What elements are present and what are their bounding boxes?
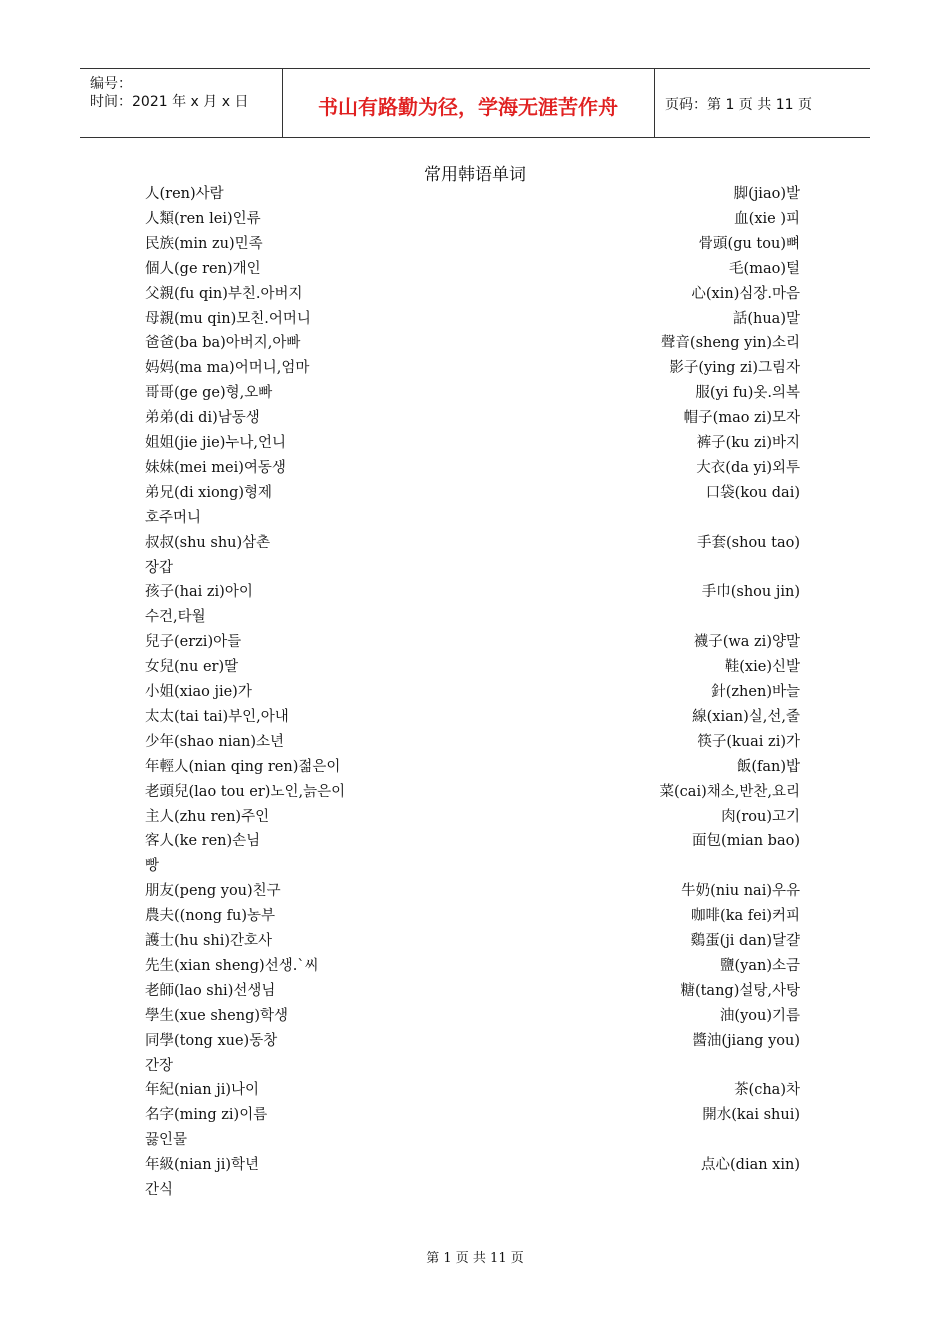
header-info-cell	[80, 69, 283, 137]
vocab-left-entry: 弟兄(di xiong)형제	[145, 484, 273, 501]
vocab-right-entry: 線(xian)실,선,줄	[692, 708, 800, 725]
vocab-right-entry: 肉(rou)고기	[721, 808, 800, 825]
vocab-right-entry: 鞋(xie)신발	[724, 659, 800, 676]
document-number-label: 编号：	[90, 76, 132, 92]
vocab-left-entry: 姐姐(jie jie)누나,언니	[145, 435, 286, 451]
vocab-right-entry: 菜(cai)채소,반찬,요리	[659, 783, 800, 800]
vocab-left-entry: 學生(xue sheng)학생	[145, 1007, 289, 1024]
vocab-right-entry: 茶(cha)차	[734, 1082, 800, 1099]
vocab-left-entry: 老師(lao shi)선생님	[145, 982, 276, 999]
vocab-right-entry: 牛奶(niu nai)우유	[681, 883, 800, 900]
vocab-right-entry: 針(zhen)바늘	[711, 684, 800, 700]
vocab-left-entry: 農夫((nong fu)농부	[145, 908, 275, 925]
vocab-right-entry: 話(hua)말	[732, 310, 800, 327]
vocab-right-entry: 帽子(mao zi)모자	[683, 410, 800, 427]
vocab-right-entry: 咖啡(ka fei)커피	[691, 908, 800, 925]
vocab-right-entry: 大衣(da yi)외투	[696, 459, 800, 476]
vocab-left-entry: 年級(nian ji)학년	[145, 1157, 260, 1174]
vocab-right-entry: 点心(dian xin)	[701, 1157, 800, 1174]
vocab-left-entry: 個人(ge ren)개인	[145, 260, 261, 277]
vocab-right-entry: 裤子(ku zi)바지	[696, 435, 800, 451]
vocab-right-continuation: 간장	[145, 1057, 174, 1074]
vocab-right-entry: 脚(jiao)발	[733, 186, 800, 202]
vocab-left-entry: 父親(fu qin)부친.아버지	[145, 285, 303, 302]
vocab-left-entry: 哥哥(ge ge)형,오빠	[145, 385, 273, 402]
vocab-right-entry: 開水(kai shui)	[702, 1107, 800, 1124]
vocab-left-entry: 護士(hu shi)간호사	[145, 933, 273, 949]
vocab-right-continuation: 끓인물	[145, 1132, 188, 1149]
vocab-left-entry: 老頭兒(lao tou er)노인,늙은이	[145, 783, 346, 800]
vocab-left-entry: 朋友(peng you)친구	[145, 883, 281, 900]
vocab-left-entry: 弟弟(di di)남동생	[145, 410, 260, 427]
vocab-left-entry: 名字(ming zi)이름	[145, 1107, 268, 1124]
vocab-right-entry: 手巾(shou jin)	[701, 584, 800, 601]
vocab-left-entry: 主人(zhu ren)주인	[145, 808, 270, 825]
vocab-right-entry: 毛(mao)털	[729, 260, 800, 277]
vocab-right-continuation: 수건,타월	[145, 609, 206, 626]
vocab-right-entry: 面包(mian bao)	[692, 833, 800, 850]
vocab-left-entry: 小姐(xiao jie)가	[145, 684, 252, 700]
vocab-left-entry: 母親(mu qin)모친.어머니	[145, 310, 311, 327]
vocab-right-entry: 服(yi fu)옷.의복	[695, 385, 800, 402]
vocab-right-entry: 影子(ying zi)그림자	[669, 360, 800, 377]
vocab-right-continuation: 장갑	[145, 559, 174, 576]
vocab-left-entry: 妈妈(ma ma)어머니,엄마	[145, 360, 310, 377]
vocab-left-entry: 孩子(hai zi)아이	[145, 584, 253, 601]
vocab-left-entry: 民族(min zu)민족	[145, 235, 263, 252]
vocab-right-continuation: 빵	[145, 858, 160, 875]
vocab-right-entry: 鷄蛋(ji dan)달걀	[690, 933, 800, 949]
vocab-right-entry: 骨頭(gu tou)뼈	[698, 235, 800, 252]
vocab-left-entry: 年紀(nian ji)나이	[145, 1082, 260, 1099]
header-motto: 书山有路勤为径，学海无涯苦作舟	[318, 95, 618, 119]
vocab-right-entry: 油(you)기름	[719, 1007, 800, 1024]
vocab-right-entry: 醬油(jiang you)	[692, 1032, 800, 1049]
header-motto-cell	[282, 69, 655, 137]
vocab-right-entry: 飯(fan)밥	[736, 758, 800, 775]
vocab-right-entry: 筷子(kuai zi)가	[697, 733, 800, 750]
document-header	[80, 68, 870, 138]
vocab-right-continuation: 호주머니	[145, 509, 202, 526]
vocab-left-entry: 人類(ren lei)인류	[145, 210, 261, 227]
vocab-right-entry: 手套(shou tao)	[697, 534, 800, 551]
vocab-left-entry: 妹妹(mei mei)여동생	[145, 459, 286, 476]
header-page-cell	[655, 69, 870, 137]
header-page-label: 页码：第 1 页 共 11 页	[665, 97, 812, 113]
vocab-right-continuation: 간식	[145, 1182, 174, 1198]
vocab-left-entry: 太太(tai tai)부인,아내	[145, 708, 289, 725]
vocab-left-entry: 人(ren)사람	[145, 186, 224, 202]
vocab-left-entry: 爸爸(ba ba)아버지,아빠	[145, 335, 301, 352]
vocab-right-entry: 心(xin)심장.마음	[691, 285, 800, 302]
vocab-left-entry: 叔叔(shu shu)삼촌	[145, 534, 271, 551]
vocab-left-entry: 女兒(nu er)딸	[145, 659, 239, 676]
vocab-left-entry: 年輕人(nian qing ren)젊은이	[145, 758, 341, 775]
vocab-right-entry: 襪子(wa zi)양말	[693, 634, 800, 651]
vocab-left-entry: 客人(ke ren)손님	[145, 833, 261, 850]
vocab-left-entry: 兒子(erzi)아들	[145, 634, 242, 651]
vocab-left-entry: 先生(xian sheng)선생.`씨	[145, 957, 319, 974]
document-title: 常用韩语单词	[424, 165, 526, 185]
document-time-label: 时间：2021 年 x 月 x 日	[90, 94, 249, 110]
vocab-left-entry: 少年(shao nian)소년	[145, 733, 285, 750]
vocab-right-entry: 鹽(yan)소금	[719, 957, 800, 974]
page-footer: 第 1 页 共 11 页	[426, 1251, 524, 1266]
vocab-right-entry: 血(xie )피	[734, 210, 800, 227]
vocab-right-entry: 聲音(sheng yin)소리	[660, 335, 800, 352]
vocab-left-entry: 同學(tong xue)동창	[145, 1032, 278, 1049]
vocab-right-entry: 口袋(kou dai)	[705, 484, 800, 501]
vocab-right-entry: 糖(tang)설탕,사탕	[680, 982, 800, 999]
